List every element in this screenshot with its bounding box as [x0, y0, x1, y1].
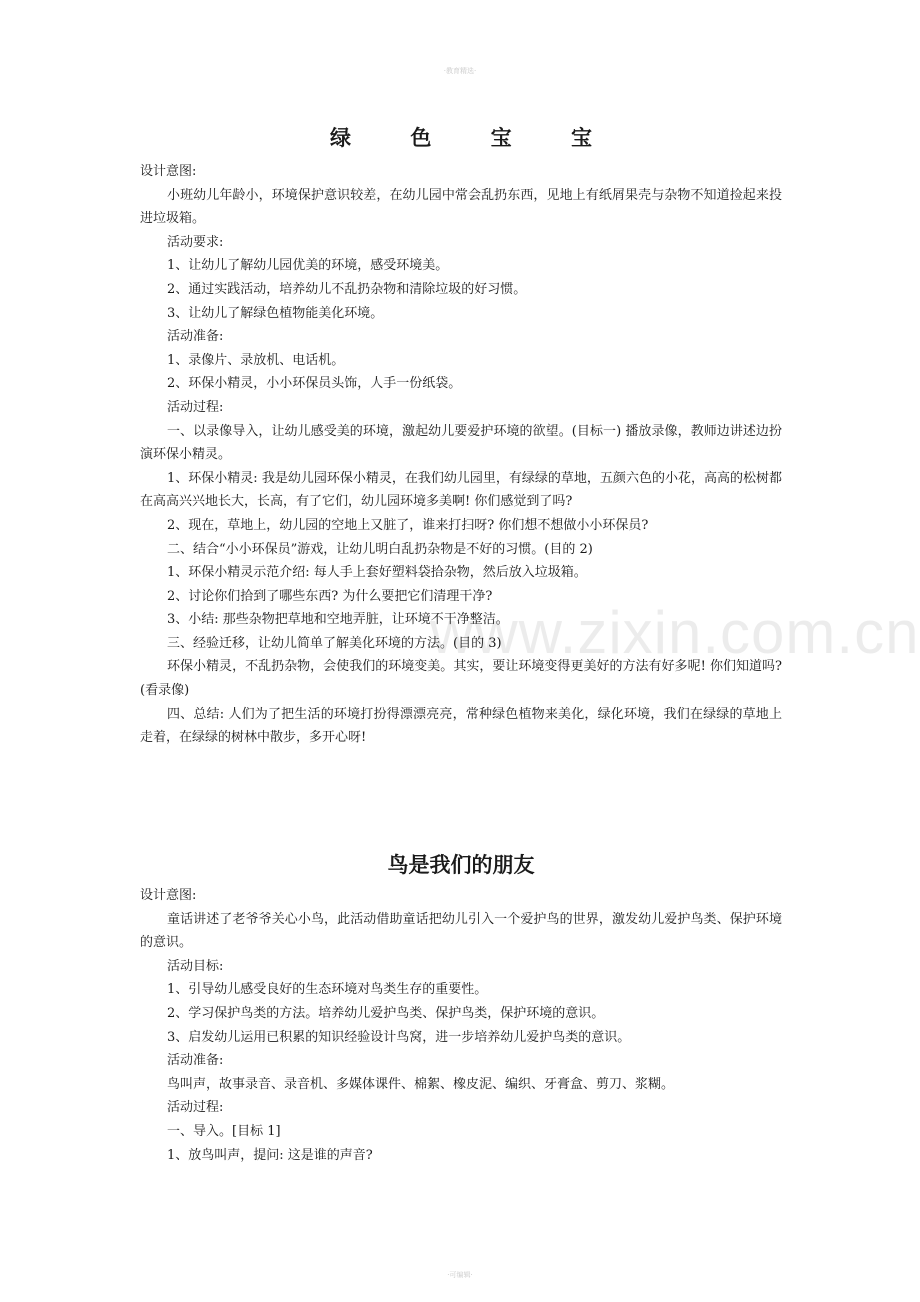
process-paragraph: 1、放鸟叫声，提问: 这是谁的声音?	[167, 1147, 373, 1163]
design-text: 童话讲述了老爷爷关心小鸟，此活动借助童话把幼儿引入一个爱护鸟的世界，激发幼儿爱护鸟类、保护环境的意识。	[140, 911, 782, 951]
preparation-text: 鸟叫声，故事录音、录音机、多媒体课件、棉絮、橡皮泥、编织、牙膏盒、剪刀、浆糊。	[167, 1076, 675, 1092]
section-birds-friends	[140, 849, 782, 879]
requirement-item: 1、让幼儿了解幼儿园优美的环境，感受环境美。	[167, 258, 449, 274]
goals-label: 活动目标:	[167, 958, 224, 974]
preparation-label: 活动准备:	[167, 1053, 224, 1069]
design-label: 设计意图:	[140, 164, 197, 179]
requirement-item: 3、让幼儿了解绿色植物能美化环境。	[167, 305, 384, 321]
footer-mark: ·可编辑·	[447, 1271, 473, 1279]
design-text: 小班幼儿年龄小，环境保护意识较差，在幼儿园中常会乱扔东西，见地上有纸屑果壳与杂物不知道捡起来投进垃圾箱。	[140, 187, 782, 227]
requirements-label: 活动要求:	[167, 234, 224, 250]
process-paragraph: 二、结合“小小环保员”游戏，让幼儿明白乱扔杂物是不好的习惯。(目的 2)	[167, 541, 593, 557]
watermark: www.zixin.com.cn	[430, 599, 920, 666]
goal-item: 2、学习保护鸟类的方法。培养幼儿爱护鸟类、保护鸟类，保护环境的意识。	[167, 1005, 605, 1021]
process-label: 活动过程:	[167, 1100, 224, 1116]
preparation-item: 2、环保小精灵，小小环保员头饰，人手一份纸袋。	[167, 376, 462, 392]
section-title: 绿 色 宝 宝	[330, 125, 618, 150]
section-title: 鸟是我们的朋友	[387, 852, 535, 877]
process-paragraph: 三、经验迁移，让幼儿简单了解美化环境的方法。(目的 3)	[167, 635, 502, 651]
process-label: 活动过程:	[167, 399, 224, 415]
process-paragraph: 1、环保小精灵示范介绍: 每人手上套好塑料袋拾杂物，然后放入垃圾箱。	[167, 565, 587, 581]
process-paragraph: 3、小结: 那些杂物把草地和空地弄脏，让环境不干净整洁。	[167, 612, 509, 628]
goal-item: 1、引导幼儿感受良好的生态环境对鸟类生存的重要性。	[167, 982, 488, 998]
preparation-item: 1、录像片、录放机、电话机。	[167, 352, 345, 368]
process-paragraph: 一、导入。[目标 1]	[167, 1123, 281, 1139]
section-birds-friends-body	[140, 884, 782, 1167]
section-green-baby-body	[140, 160, 782, 750]
requirement-item: 2、通过实践活动，培养幼儿不乱扔杂物和清除垃圾的好习惯。	[167, 281, 527, 297]
process-paragraph: 2、现在，草地上，幼儿园的空地上又脏了，谁来打扫呀? 你们想不想做小小环保员?	[167, 517, 649, 533]
section-green-baby	[140, 122, 782, 152]
process-paragraph: 一、以录像导入，让幼儿感受美的环境，激起幼儿要爱护环境的欲望。(目标一) 播放录像，教师边讲述边扮演环保小精灵。	[140, 423, 782, 463]
design-label: 设计意图:	[140, 888, 197, 903]
goal-item: 3、启发幼儿运用已积累的知识经验设计鸟窝，进一步培养幼儿爱护鸟类的意识。	[167, 1029, 631, 1045]
process-paragraph: 2、讨论你们拾到了哪些东西? 为什么要把它们清理干净?	[167, 588, 493, 604]
preparation-label: 活动准备:	[167, 329, 224, 345]
process-paragraph: 1、环保小精灵: 我是幼儿园环保小精灵，在我们幼儿园里，有绿绿的草地，五颜六色的小花，高高的松树都在高高兴兴地长大，长高，有了它们，幼儿园环境多美啊! 你们感觉到了吗?	[140, 470, 782, 510]
process-paragraph: 四、总结: 人们为了把生活的环境打扮得漂漂亮亮，常种绿色植物来美化，绿化环境，我们在绿绿的草地上走着，在绿绿的树林中散步，多开心呀!	[140, 706, 782, 746]
process-paragraph: 环保小精灵，不乱扔杂物，会使我们的环境变美。其实，要让环境变得更美好的方法有好多呢! 你们知道吗? (看录像)	[140, 659, 782, 699]
header-mark: ·教育精选·	[443, 67, 477, 75]
